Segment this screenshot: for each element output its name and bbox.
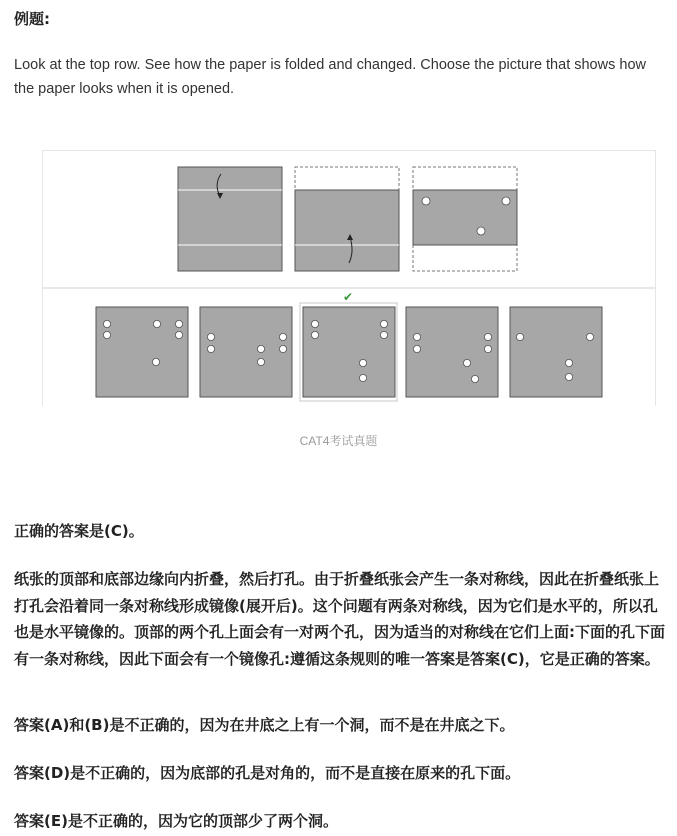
option-d-note: 答案(D)是不正确的，因为底部的孔是对角的，而不是直接在原来的孔下面。 (14, 764, 521, 782)
hole (516, 333, 523, 340)
fold-step-2 (295, 167, 399, 271)
option-d[interactable] (406, 307, 498, 397)
hole (413, 333, 420, 340)
option-b-paper (200, 307, 292, 397)
hole (311, 320, 318, 327)
hole (279, 345, 286, 352)
hole (153, 320, 160, 327)
puzzle-figure-svg (43, 151, 655, 406)
hole (380, 320, 387, 327)
puzzle-figure (42, 150, 656, 406)
fold-step-3 (413, 167, 517, 271)
option-ab-note: 答案(A)和(B)是不正确的，因为在井底之上有一个洞，而不是在井底之下。 (14, 716, 515, 734)
punched-hole (477, 227, 485, 235)
question-instructions: Look at the top row. See how the paper is folded and changed. Choose the picture that shows how the paper looks when it is opened. (14, 57, 646, 97)
hole (207, 345, 214, 352)
hole (463, 359, 470, 366)
hole (103, 331, 110, 338)
hole (103, 320, 110, 327)
hole (311, 331, 318, 338)
hole (359, 359, 366, 366)
option-e[interactable] (510, 307, 602, 397)
figure-caption: CAT4考试真题 (299, 434, 378, 448)
explanation-paragraph: 纸张的顶部和底部边缘向内折叠，然后打孔。由于折叠纸张会产生一条对称线，因此在折叠纸张上打孔会沿着同一条对称线形成镜像(展开后)。这个问题有两条对称线，因为它们是水平的，所以孔也是水平镜像的。顶部的两个孔上面会有一对两个孔，因为适当的对称线在它们上面:下面的孔下面有一条对称线，因此下面会有一个镜像孔:遵循这条规则的唯一答案是答案(C)，它是正确的答案。 (14, 570, 666, 668)
option-e-paper (510, 307, 602, 397)
punched-hole (502, 197, 510, 205)
hole (565, 373, 572, 380)
hole (586, 333, 593, 340)
hole (207, 333, 214, 340)
correct-check-icon: ✔ (342, 290, 354, 304)
hole (565, 359, 572, 366)
option-a[interactable] (96, 307, 188, 397)
hole (484, 345, 491, 352)
punched-hole (422, 197, 430, 205)
option-a-paper (96, 307, 188, 397)
hole (279, 333, 286, 340)
option-c[interactable] (300, 303, 397, 401)
hole (152, 358, 159, 365)
hole (257, 345, 264, 352)
fold-step-1 (178, 167, 282, 271)
hole (257, 358, 264, 365)
option-b[interactable] (200, 307, 292, 397)
hole (175, 331, 182, 338)
hole (484, 333, 491, 340)
fold-step-1-paper (178, 167, 282, 271)
answer-statement: 正确的答案是(C)。 (14, 522, 144, 540)
hole (175, 320, 182, 327)
option-e-note: 答案(E)是不正确的，因为它的顶部少了两个洞。 (14, 812, 338, 830)
hole (359, 374, 366, 381)
fold-step-2-paper (295, 190, 399, 271)
hole (413, 345, 420, 352)
example-heading: 例题: (14, 10, 50, 28)
hole (471, 375, 478, 382)
hole (380, 331, 387, 338)
option-d-paper (406, 307, 498, 397)
